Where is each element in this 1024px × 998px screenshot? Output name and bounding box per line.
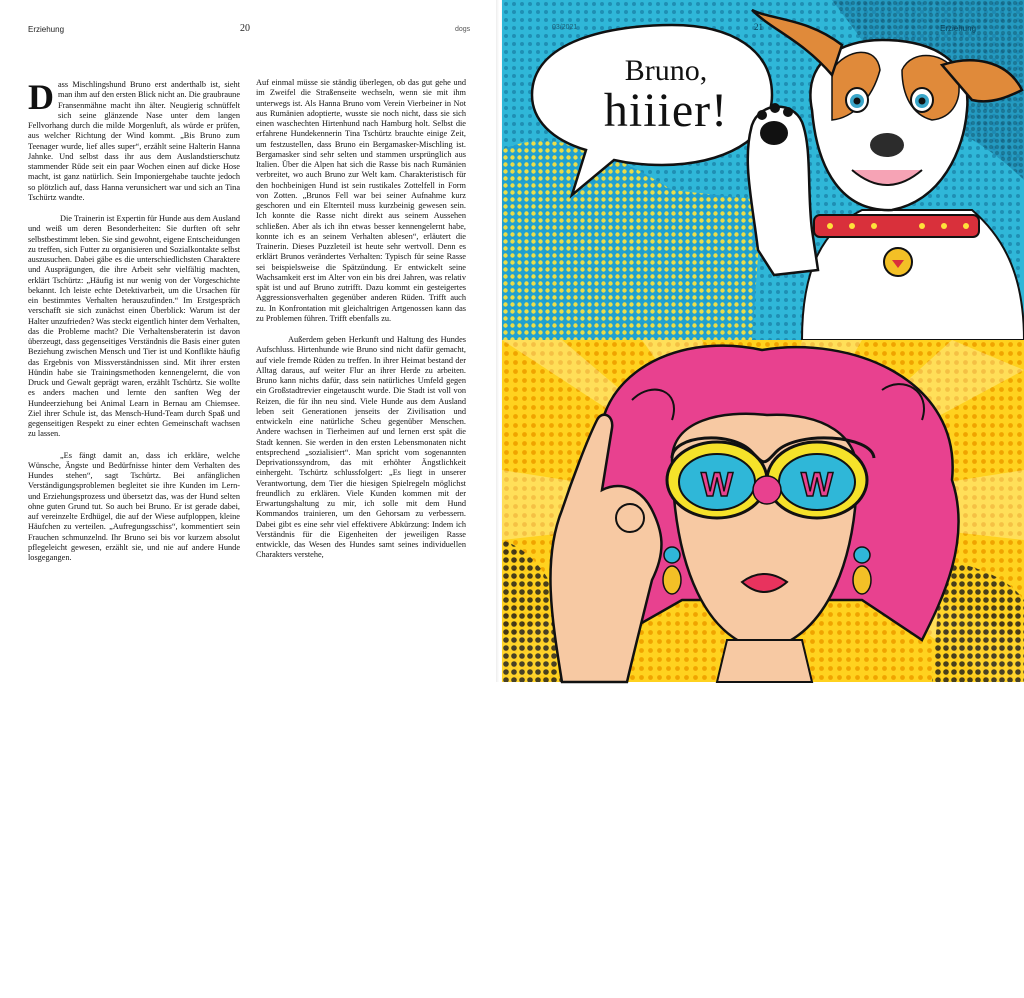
artist-credit: Zaidata Karhaga [712,696,751,753]
paragraph: Auf einmal müsse sie ständig überlegen, ob das gut gehe und im Zweifel die Straßenseite wechseln, wenn sie mit ihm unterwegs ist. Als Hanna Bruno vom Verein Vierbeiner in Not aus Rumänien adoptierte, wusste sie noch nicht, dass sie sich einen waschechten Hirtenhund nach Hamburg holt. Selbst die erfahrene Hundekennerin Tina Tschürtz brauchte einige Zeit, um festzustellen, dass Bruno ein Bergamasker-Mischling ist. Bergamasker sind sehr selten und stammen ursprünglich aus Italien. Über die Alpen hat sich die Rasse bis nach Rumänien verbreitet, wo auch Bruno zur Welt kam. Charakteristisch für den hochbeinigen Hund ist sein rustikales Zottelfell in Form von Zotten. „Brunos Fell war bei seiner Aufnahme kurz geschoren und ein Elternteil muss kurzbeinig gewesen sein. Ich konnte die Rasse nicht direkt aus seinem Aussehen schließen. Aber als ich ihn etwas besser kennengelernt habe, konnte ich es an seinem Verhalten ablesen“, erläutert die Trainerin. Dieses Puzzleteil ist heute sehr wertvoll. Denn es erklärt Brunos verändertes Verhalten: Typisch für seine Rasse sei beispielsweise die Spätzündung. Er entwickelt seine Wachsamkeit erst im Alter von ein bis drei Jahren, was relativ spät ist und auf Bruno zutrifft. Dazu kommt ein gesteigertes Aggressionsverhalten gegenüber anderen Rüden. Trifft auch zu. In Konfrontation mit gleichaltrigen Artgenossen kann das zu Problemen führen. Trifft ebenfalls zu. [256,78,466,323]
paragraph-text: ass Mischlingshund Bruno erst anderthalb ist, sieht man ihm auf den ersten Blick nicht an. Die graubraune Fransenmähne macht ihn älter. Neugierig schnüffelt sich seine glänzende Nase unter dem langen Fellvorhang durch die milde Morgenluft, als würde er prüfen, aus welcher Richtung der Wind kommt. „Bis Bruno zum Teenager wurde, lief alles super“, erzählt seine Halterin Hanna Jahnke. Und selbst dass ihr aus dem Auslandstierschutz stammender Rüde seit ein paar Wochen einen auf dicke Hose macht, ist ganz natürlich. Sein Imponiergehabe tauchte jedoch so plötzlich auf, dass Hanna verunsichert war und sich an Tina Tschürtz wandte. [28,80,241,202]
dropcap: D [28,77,54,117]
dog-illustration-panel [502,0,1024,340]
right-page [502,0,1024,997]
speech-bubble-text [576,55,756,135]
text-column-1 [28,77,241,563]
svg-text:W: W [700,466,734,504]
woman-illustration-panel [502,340,1024,997]
woman-illustration [502,340,1024,682]
paragraph: „Es fängt damit an, dass ich erkläre, welche Wünsche, Ängste und Bedürfnisse hinter dem Verhalten des Hundes stehen“, sagt Tschürtz. Bei anfänglichen Verständigungsproblemen begleitet sie ihre Kunden im Lern- und Erziehungsprozess und übersetzt das, was der Hund selten ohne guten Grund tut. So auch bei Bruno. Er ist gerade dabei, auf vereinzelte Erdhügel, die auf der Wiese aufploppen, kleine Häufchen zu verteilen. „Aufregungsschiss“, kommentiert sein Frauchen schmunzelnd. Ihr Bruno sei bis vor kurzem absolut pflegeleicht gewesen, erzählt sie, und nie auf andere Hunde losgegangen. [28,450,240,562]
dog-illustration [502,0,1024,340]
svg-text:W: W [800,466,834,504]
running-head-section: Erziehung [940,24,977,33]
paragraph [28,77,241,203]
issue-date: 03/2021 [552,24,578,31]
text-column-2 [256,78,466,561]
left-page [0,0,500,682]
running-head-section: Erziehung [28,25,65,34]
watermark: shutterstock [807,715,916,807]
magazine-name: dogs [455,26,471,33]
paragraph: Die Trainerin ist Expertin für Hunde aus dem Ausland und weiß um deren Besonderheiten: Sie durften oft sehr selbstbestimmt leben. Sie sind gewohnt, eigene Entscheidungen zu treffen, sich Futter zu organisieren und Sozialkontakte selbst auszusuchen. Dabei gäbe es die unterschiedlichsten Charaktere und Ausprägungen, die ihre Arbeit sehr vielfältig machten, erklärt Tschürtz: „Häufig ist nur wenig von der Vorgeschichte bekannt. Ich leiste echte Detektivarbeit, um die Ursachen für ein bestimmtes Verhalten herauszufinden.“ Im Erstgespräch verschafft sie sich zunächst einen Überblick: Warum ist der Halter unzufrieden? Was steckt eigentlich hinter dem Verhalten, das die Probleme macht? Die Verhaltensberaterin ist davon überzeugt, dass gegenseitiges Verständnis die Basis einer guten Beziehung zwischen Mensch und Tier ist und Konflikte häufig das Ergebnis von Missverständnissen sind. Mit ihrer ersten Hündin habe sie Trainingsmethoden kennengelernt, die von Druck und Gewalt geprägt waren, erzählt Tschürtz. Sie wollte es anders machen und lernte den sanften Weg der Hundeerziehung bei Animal Learn in Bernau am Chiemsee. Ziel ihrer Schule ist, das Mensch-Hund-Team durch Spaß und gegenseitigen Respekt zu einer echten Gemeinschaft wachsen zu lassen. [28,214,240,439]
watermark: shutterstock [567,865,676,957]
page-number: 21 [754,22,763,32]
speech-line-2: hiiier! [603,84,729,137]
paragraph: Außerdem geben Herkunft und Haltung des Hundes Aufschluss. Hirtenhunde wie Bruno sind nicht dafür gemacht, auf viele fremde Rüden zu treffen. In ihrer Heimat bestand der Alltag daraus, auf weiter Flur an ihrer Herde zu arbeiten. Bruno kann nichts dafür, dass sein natürliches Umfeld gegen ein Großstadtrevier eingetauscht wurde. Die Stadt ist voll von Reizen, die für ihn neu sind. Viele Hunde aus dem Ausland leben seit Generationen jenseits der Zivilisation und entwickeln eine natürliche Scheu gegenüber Menschen. Andere wachsen in Tierheimen auf und lernen erst spät die Stadt kennen. Sie werden in den ersten Lebensmonaten nicht entsprechend „sozialisiert“. Man spricht vom sogenannten Deprivationssyndrom, das mit erhöhter Ängstlichkeit einhergeht. Tschürtz schlussfolgert: „Es liegt in unserer Verantwortung, dem Tier die hiesigen Spielregeln möglichst freundlich zu erklären. Viele Kunden kommen mit der Erwartungshaltung zu mir, ich solle mit dem Hund Kommandos trainieren, um den Gehorsam zu verbessern. Dabei gibt es eine sehr viel effektivere Abkürzung: Indem ich Verständnis für die Eigenheiten der jeweiligen Rasse entwickle, das Wesen des Hundes samt seines individuellen Charakters verstehe, [256,335,466,560]
artist-credit: Zaidata Karhaga [762,816,801,873]
page-number: 20 [240,23,250,34]
watermark: shutterstock [887,905,996,997]
speech-line-1: Bruno, [624,54,708,87]
